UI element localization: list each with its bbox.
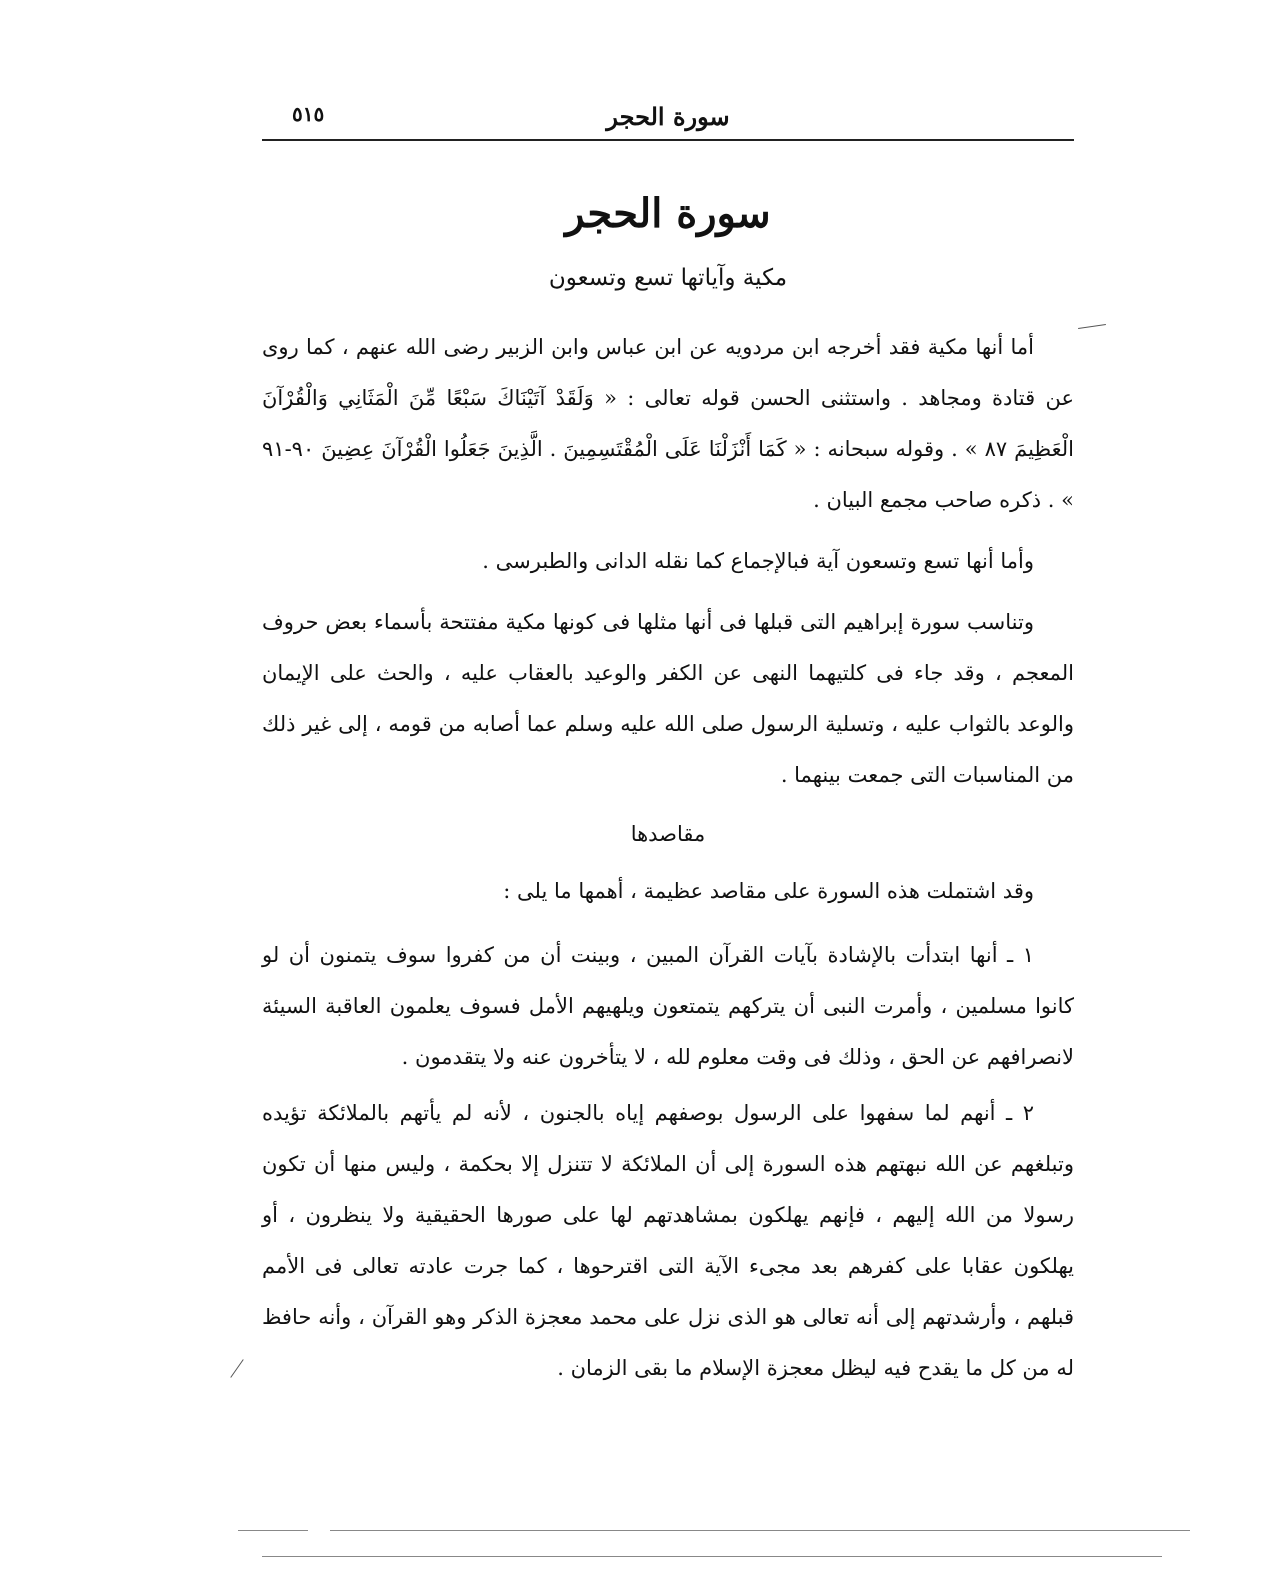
running-title: سورة الحجر [606, 102, 730, 131]
header-rule [262, 139, 1074, 141]
scan-edge-line [262, 1556, 1162, 1557]
scan-edge-line [238, 1530, 308, 1531]
paragraph-verse-count: وأما أنها تسع وتسعون آية فبالإجماع كما نقله الدانى والطبرسى . [482, 549, 1034, 573]
point-item: ١ ـ أنها ابتدأت بالإشادة بآيات القرآن المبين ، وبينت أن من كفروا سوف يتمنون أن لو كانوا مسلمين ، وأمرت النبى أن يتركهم يتمتعون ويلهيهم الأمل فسوف يعلمون العاقبة السيئة لانصرافهم عن الحق ، وذلك فى وقت معلوم لله ، لا يتأخرون عنه ولا يتقدمون . [262, 943, 1074, 1069]
page-number: ٥١٥ [292, 102, 325, 126]
scan-mark [1078, 324, 1106, 329]
surah-subtitle: مكية وآياتها تسع وتسعون [548, 265, 788, 291]
paragraph-connection: وتناسب سورة إبراهيم التى قبلها فى أنها مثلها فى كونها مكية مفتتحة بأسماء بعض حروف المعجم ، وقد جاء فى كلتيهما النهى عن الكفر والوعيد بالعقاب عليه ، والحث على الإيمان والوعد بالثواب عليه ، وتسلية الرسول صلى الله عليه وسلم عما أصابه من قومه ، إلى غير ذلك من المناسبات التى جمعت بينهما . [262, 610, 1074, 787]
running-header [262, 100, 1074, 136]
scan-edge-line [330, 1530, 1190, 1531]
scan-mark [230, 1359, 243, 1378]
section-intro: وقد اشتملت هذه السورة على مقاصد عظيمة ، أهمها ما يلى : [503, 879, 1034, 903]
surah-title: سورة الحجر [565, 190, 771, 237]
paragraph-revelation: أما أنها مكية فقد أخرجه ابن مردويه عن ابن عباس وابن الزبير رضى الله عنهم ، كما روى عن قتادة ومجاهد . واستثنى الحسن قوله تعالى : « وَلَقَدْ آتَيْنَاكَ سَبْعًا مِّنَ الْمَثَانِي وَالْقُرْآنَ الْعَظِيمَ ٨٧ » . وقوله سبحانه : « كَمَا أَنْزَلْنَا عَلَى الْمُقْتَسِمِينَ . الَّذِينَ جَعَلُوا الْقُرْآنَ عِضِينَ ٩٠-٩١ » . ذكره صاحب مجمع البيان . [262, 335, 1074, 512]
point-item: ٢ ـ أنهم لما سفهوا على الرسول بوصفهم إياه بالجنون ، لأنه لم يأتهم بالملائكة تؤيده وتبلغهم عن الله نبهتهم هذه السورة إلى أن الملائكة لا تتنزل إلا بحكمة ، وليس منها أن تكون رسولا من الله إليهم ، فإنهم يهلكون بمشاهدتهم لها على صورها الحقيقية ولا ينظرون ، أو يهلكون عقابا على كفرهم بعد مجىء الآية التى اقترحوها ، كما جرت عادته تعالى فى الأمم قبلهم ، وأرشدتهم إلى أنه تعالى هو الذى نزل على محمد معجزة الذكر وهو القرآن ، وأنه حافظ له من كل ما يقدح فيه ليظل معجزة الإسلام ما بقى الزمان . [262, 1101, 1074, 1380]
section-heading: مقاصدها [630, 822, 706, 846]
